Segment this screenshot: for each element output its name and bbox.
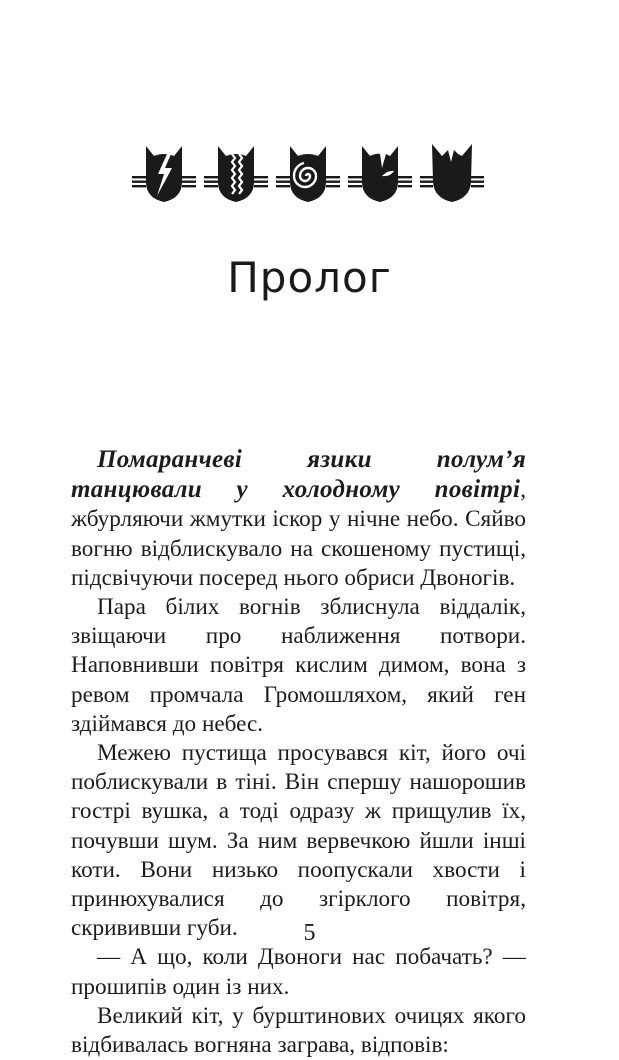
chapter-body bbox=[71, 445, 526, 1060]
paragraph: Пара білих вогнів зблиснула віддалік, звіщаючи про наближення потвори. Наповнивши повітря кислим димом, вона з ревом промчала Громошляхом, який ген здіймався до небес. bbox=[71, 594, 526, 737]
windclan-cat-icon bbox=[276, 140, 340, 206]
paragraph-text: , жбурляючи жмутки іскор у нічне небо. Сяйво вогню відблискувало на скошеному пустищі, підсвічуючи посеред нього обриси Двоногів. bbox=[71, 477, 526, 591]
paragraph-lead: Помаранчеві язики полум’я танцювали у холодному повітрі bbox=[71, 446, 526, 504]
riverclan-cat-icon bbox=[204, 140, 268, 206]
paragraph: Великий кіт, у бурштинових очицях якого відбивалась вогняна заграва, відповів: bbox=[71, 1002, 526, 1059]
page-number: 5 bbox=[303, 920, 316, 946]
skyclan-cat-icon bbox=[420, 140, 484, 206]
paragraph bbox=[71, 445, 526, 593]
paragraph: — А що, коли Двоноги нас побачать? — прошипів один із них. bbox=[71, 944, 526, 1000]
paragraph: Межею пустища просувався кіт, його очі поблискували в тіні. Він спершу нашорошив гострі вушка, а тоді одразу ж прищулив їх, почувши шум. За ним вервечкою йшли інші коти. Вони низько поопускали хвости і принюхувалися до згірклого повітря, скрививши губи. bbox=[71, 740, 526, 942]
clan-symbols-row bbox=[132, 140, 487, 206]
chapter-title: Пролог bbox=[227, 253, 392, 302]
shadowclan-cat-icon bbox=[348, 140, 412, 206]
thunderclan-cat-icon bbox=[132, 140, 196, 206]
